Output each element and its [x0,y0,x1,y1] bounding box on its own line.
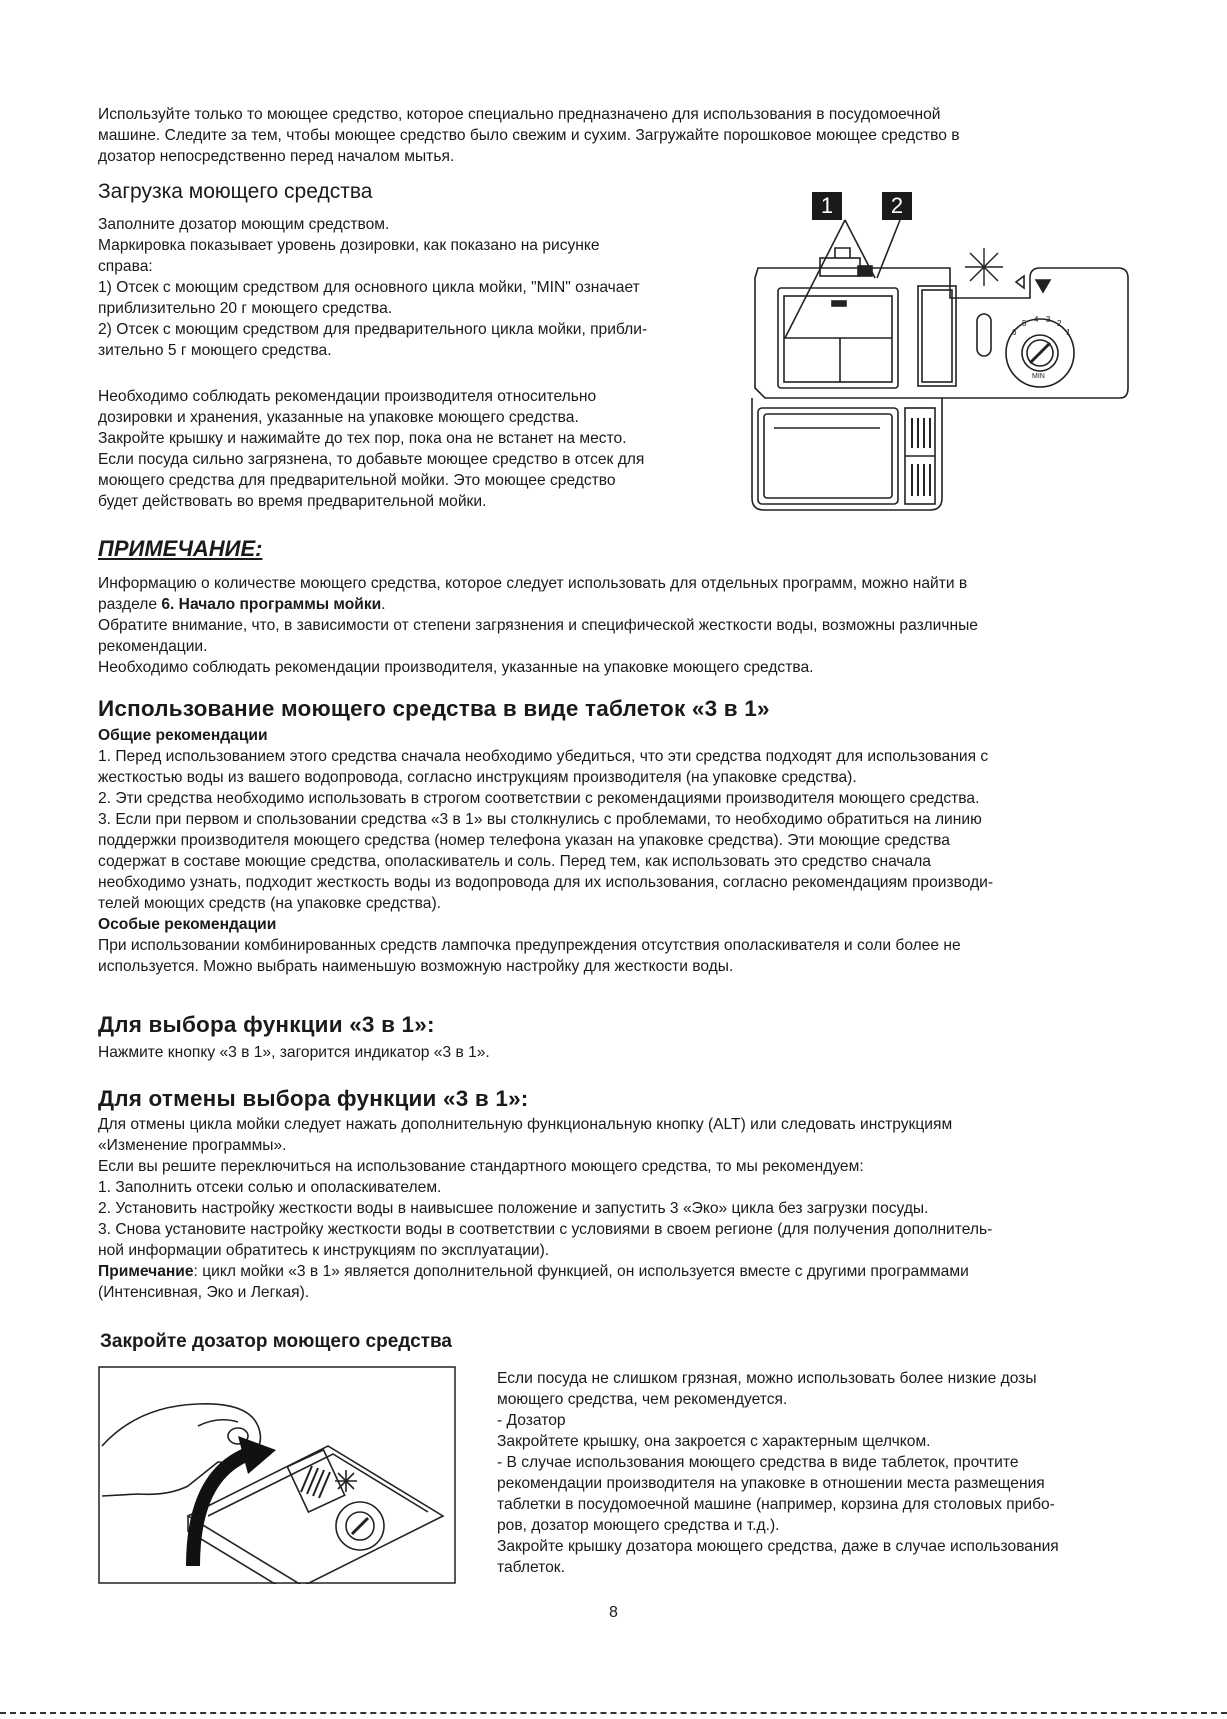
tablets-line: поддержки производителя моющего средства (номер телефона указан на упаковке средства). Эти моющие средства [98,832,950,849]
tablets-line: При использовании комбинированных средств лампочка предупреждения отсутствия ополаскивателя и соли более не [98,937,961,954]
cancel-line: ной информации обратитесь к инструкциям по эксплуатации). [98,1242,550,1259]
select-text [98,1042,1138,1063]
close-heading: Закройте дозатор моющего средства [100,1331,452,1352]
tablets-line: жесткостью воды из вашего водопровода, согласно инструкциям производителя (на упаковке средства). [98,769,857,786]
dispenser-diagram [740,218,1140,518]
note-line: Необходимо соблюдать рекомендации производителя, указанные на упаковке моющего средства. [98,659,814,676]
note-section-ref: 6. Начало программы мойки [161,596,382,613]
loading-line: будет действовать во время предварительной мойки. [98,493,487,510]
loading-line: 2) Отсек с моющим средством для предварительного цикла мойки, прибли- [98,321,648,338]
select-heading: Для выбора функции «3 в 1»: [98,1012,435,1037]
loading-line: зительно 5 г моющего средства. [98,342,332,359]
tablets-line: 2. Эти средства необходимо использовать в строгом соответствии с рекомендациями производителя моющего средства. [98,790,980,807]
compartment-label-2: 2 [882,192,912,220]
loading-line: 1) Отсек с моющим средством для основного цикла мойки, "MIN" означает [98,279,640,296]
tablets-heading: Использование моющего средства в виде таблеток «3 в 1» [98,696,770,721]
special-heading: Особые рекомендации [98,916,277,933]
cancel-line: 3. Снова установите настройку жесткости воды в соответствии с условиями в своем регионе (для получения дополнитель- [98,1221,993,1238]
cancel-line: Для отмены цикла мойки следует нажать дополнительную функциональную кнопку (ALT) или следовать инструкциям [98,1116,953,1133]
tablets-text [98,725,1138,977]
cancel-line: (Интенсивная, Эко и Легкая). [98,1284,310,1301]
close-line: Если посуда не слишком грязная, можно использовать более низкие дозы [497,1370,1037,1387]
loading-line: справа: [98,258,153,275]
cancel-line: 2. Установить настройку жесткости воды в наивысшее положение и запустить 3 «Эко» цикла без загрузки посуды. [98,1200,929,1217]
dial-number: 5 [1022,319,1027,328]
loading-line: Если посуда сильно загрязнена, то добавьте моющее средство в отсек для [98,451,645,468]
dial-number: 3 [1046,315,1051,324]
compartment-label-1: 1 [812,192,842,220]
general-heading: Общие рекомендации [98,727,268,744]
loading-text-2 [98,386,738,512]
dial-number: 2 [1057,319,1062,328]
loading-line: Заполните дозатор моющим средством. [98,216,390,233]
dial-number: 4 [1034,315,1039,324]
cancel-line: «Изменение программы». [98,1137,287,1154]
note-line: Обратите внимание, что, в зависимости от степени загрязнения и специфической жесткости воды, возможны различные [98,617,978,634]
close-line: моющего средства, чем рекомендуется. [497,1391,788,1408]
loading-heading: Загрузка моющего средства [98,180,373,203]
loading-line: Необходимо соблюдать рекомендации производителя относительно [98,388,597,405]
cancel-heading: Для отмены выбора функции «3 в 1»: [98,1086,529,1111]
close-line: - Дозатор [497,1412,566,1429]
dial-min-label: MIN [1032,373,1045,380]
close-line: - В случае использования моющего средства в виде таблеток, прочтите [497,1454,1019,1471]
close-line: таблетки в посудомоечной машине (например, корзина для столовых прибо- [497,1496,1055,1513]
note-line: рекомендации. [98,638,208,655]
note-line: Информацию о количестве моющего средства, которое следует использовать для отдельных программ, можно найти в [98,575,968,592]
cancel-note: Примечание: цикл мойки «3 в 1» является дополнительной функцией, он используется вместе с другими программами [98,1263,969,1280]
select-line: Нажмите кнопку «3 в 1», загорится индикатор «3 в 1». [98,1044,490,1061]
note-line: разделе 6. Начало программы мойки. [98,596,386,613]
page-number: 8 [609,1604,618,1621]
intro-line: машине. Следите за тем, чтобы моющее средство было свежим и сухим. Загружайте порошковое моющее средство в [98,127,960,144]
dial-number: 1 [1066,328,1071,337]
cancel-line: 1. Заполнить отсеки солью и ополаскивателем. [98,1179,442,1196]
close-line: ров, дозатор моющего средства и т.д.). [497,1517,780,1534]
tablets-line: используется. Можно выбрать наименьшую возможную настройку для жесткости воды. [98,958,734,975]
intro-line: дозатор непосредственно перед началом мытья. [98,148,455,165]
tablets-line: необходимо узнать, подходит жесткость воды из водопровода для их использования, согласно рекомендациям производи- [98,874,994,891]
cancel-line: Если вы решите переключиться на использование стандартного моющего средства, то мы рекомендуем: [98,1158,864,1175]
intro-paragraph [98,104,1138,167]
cancel-text [98,1114,1138,1303]
intro-line: Используйте только то моющее средство, которое специально предназначено для использования в посудомоечной [98,106,941,123]
close-line: Закройте крышку дозатора моющего средства, даже в случае использования [497,1538,1059,1555]
tablets-line: 3. Если при первом и спользовании средства «3 в 1» вы столкнулись с проблемами, то необходимо обратиться на линию [98,811,982,828]
closing-lid-illustration [98,1366,456,1584]
loading-line: моющего средства для предварительной мойки. Это моющее средство [98,472,616,489]
loading-line: приблизительно 20 г моющего средства. [98,300,393,317]
dial-number: 6 [1012,328,1017,337]
loading-line: дозировки и хранения, указанные на упаковке моющего средства. [98,409,579,426]
loading-text [98,214,738,361]
close-line: рекомендации производителя на упаковке в отношении места размещения [497,1475,1045,1492]
close-line: Закройтете крышку, она закроется с характерным щелчком. [497,1433,931,1450]
tablets-line: телей моющих средств (на упаковке средства). [98,895,441,912]
note-text [98,573,1138,678]
loading-line: Закройте крышку и нажимайте до тех пор, пока она не встанет на место. [98,430,627,447]
close-line: таблеток. [497,1559,565,1576]
loading-line: Маркировка показывает уровень дозировки, как показано на рисунке [98,237,600,254]
close-text [497,1368,1157,1578]
page-bottom-border [0,1712,1227,1714]
note-heading: ПРИМЕЧАНИЕ: [98,536,263,561]
tablets-line: 1. Перед использованием этого средства сначала необходимо убедиться, что эти средства подходят для использования с [98,748,989,765]
tablets-line: содержат в составе моющие средства, ополаскиватель и соль. Перед тем, как использовать это средство сначала [98,853,931,870]
